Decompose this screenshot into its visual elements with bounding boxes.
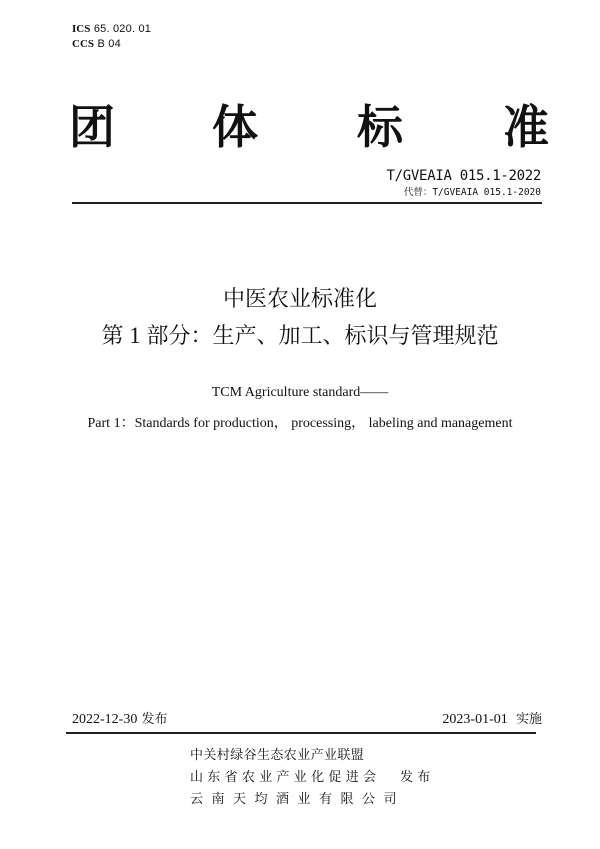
ics-code	[72, 22, 151, 36]
banner-char-3: 标	[357, 100, 403, 154]
ccs-code	[72, 37, 121, 51]
title-en-line2: Part 1：Standards for production， processing， labeling and management	[87, 416, 513, 431]
top-divider	[72, 202, 542, 204]
title-cn-part-number: 1	[123, 323, 147, 348]
ics-label: ICS	[72, 23, 91, 35]
publisher-1: 中关村绿谷生态农业产业联盟	[190, 748, 365, 763]
title-cn-line2-prefix: 第	[101, 324, 124, 349]
banner-char-4: 准	[503, 100, 549, 154]
title-cn-line1: 中医农业标准化	[222, 287, 377, 312]
publisher-2: 山东省农业产业化促进会	[190, 770, 381, 785]
banner-char-2: 体	[212, 100, 258, 154]
title-cn-line2	[0, 321, 600, 352]
publish-action-label: 发布	[400, 770, 435, 785]
ics-value: 65. 020. 01	[93, 23, 152, 35]
title-en-line1: TCM Agriculture standard——	[211, 385, 389, 400]
issue-date-value: 2022-12-30	[72, 712, 138, 727]
bottom-divider	[66, 732, 536, 734]
banner-char-1: 团	[69, 100, 115, 154]
effective-date	[442, 711, 542, 729]
issue-date-label: 发布	[137, 712, 168, 727]
issue-date	[72, 711, 167, 729]
publisher-3: 云南天均酒业有限公司	[190, 792, 406, 807]
effective-date-label: 实施	[507, 712, 542, 727]
ccs-value: B 04	[97, 38, 121, 50]
replaces-standard: 代替：T/GVEAIA 015.1-2020	[403, 187, 541, 198]
title-cn-line2-rest: 部分：生产、加工、标识与管理规范	[146, 324, 499, 349]
ccs-label: CCS	[72, 38, 95, 50]
standard-number: T/GVEAIA 015.1-2022	[386, 168, 541, 184]
effective-date-value: 2023-01-01	[442, 712, 508, 727]
